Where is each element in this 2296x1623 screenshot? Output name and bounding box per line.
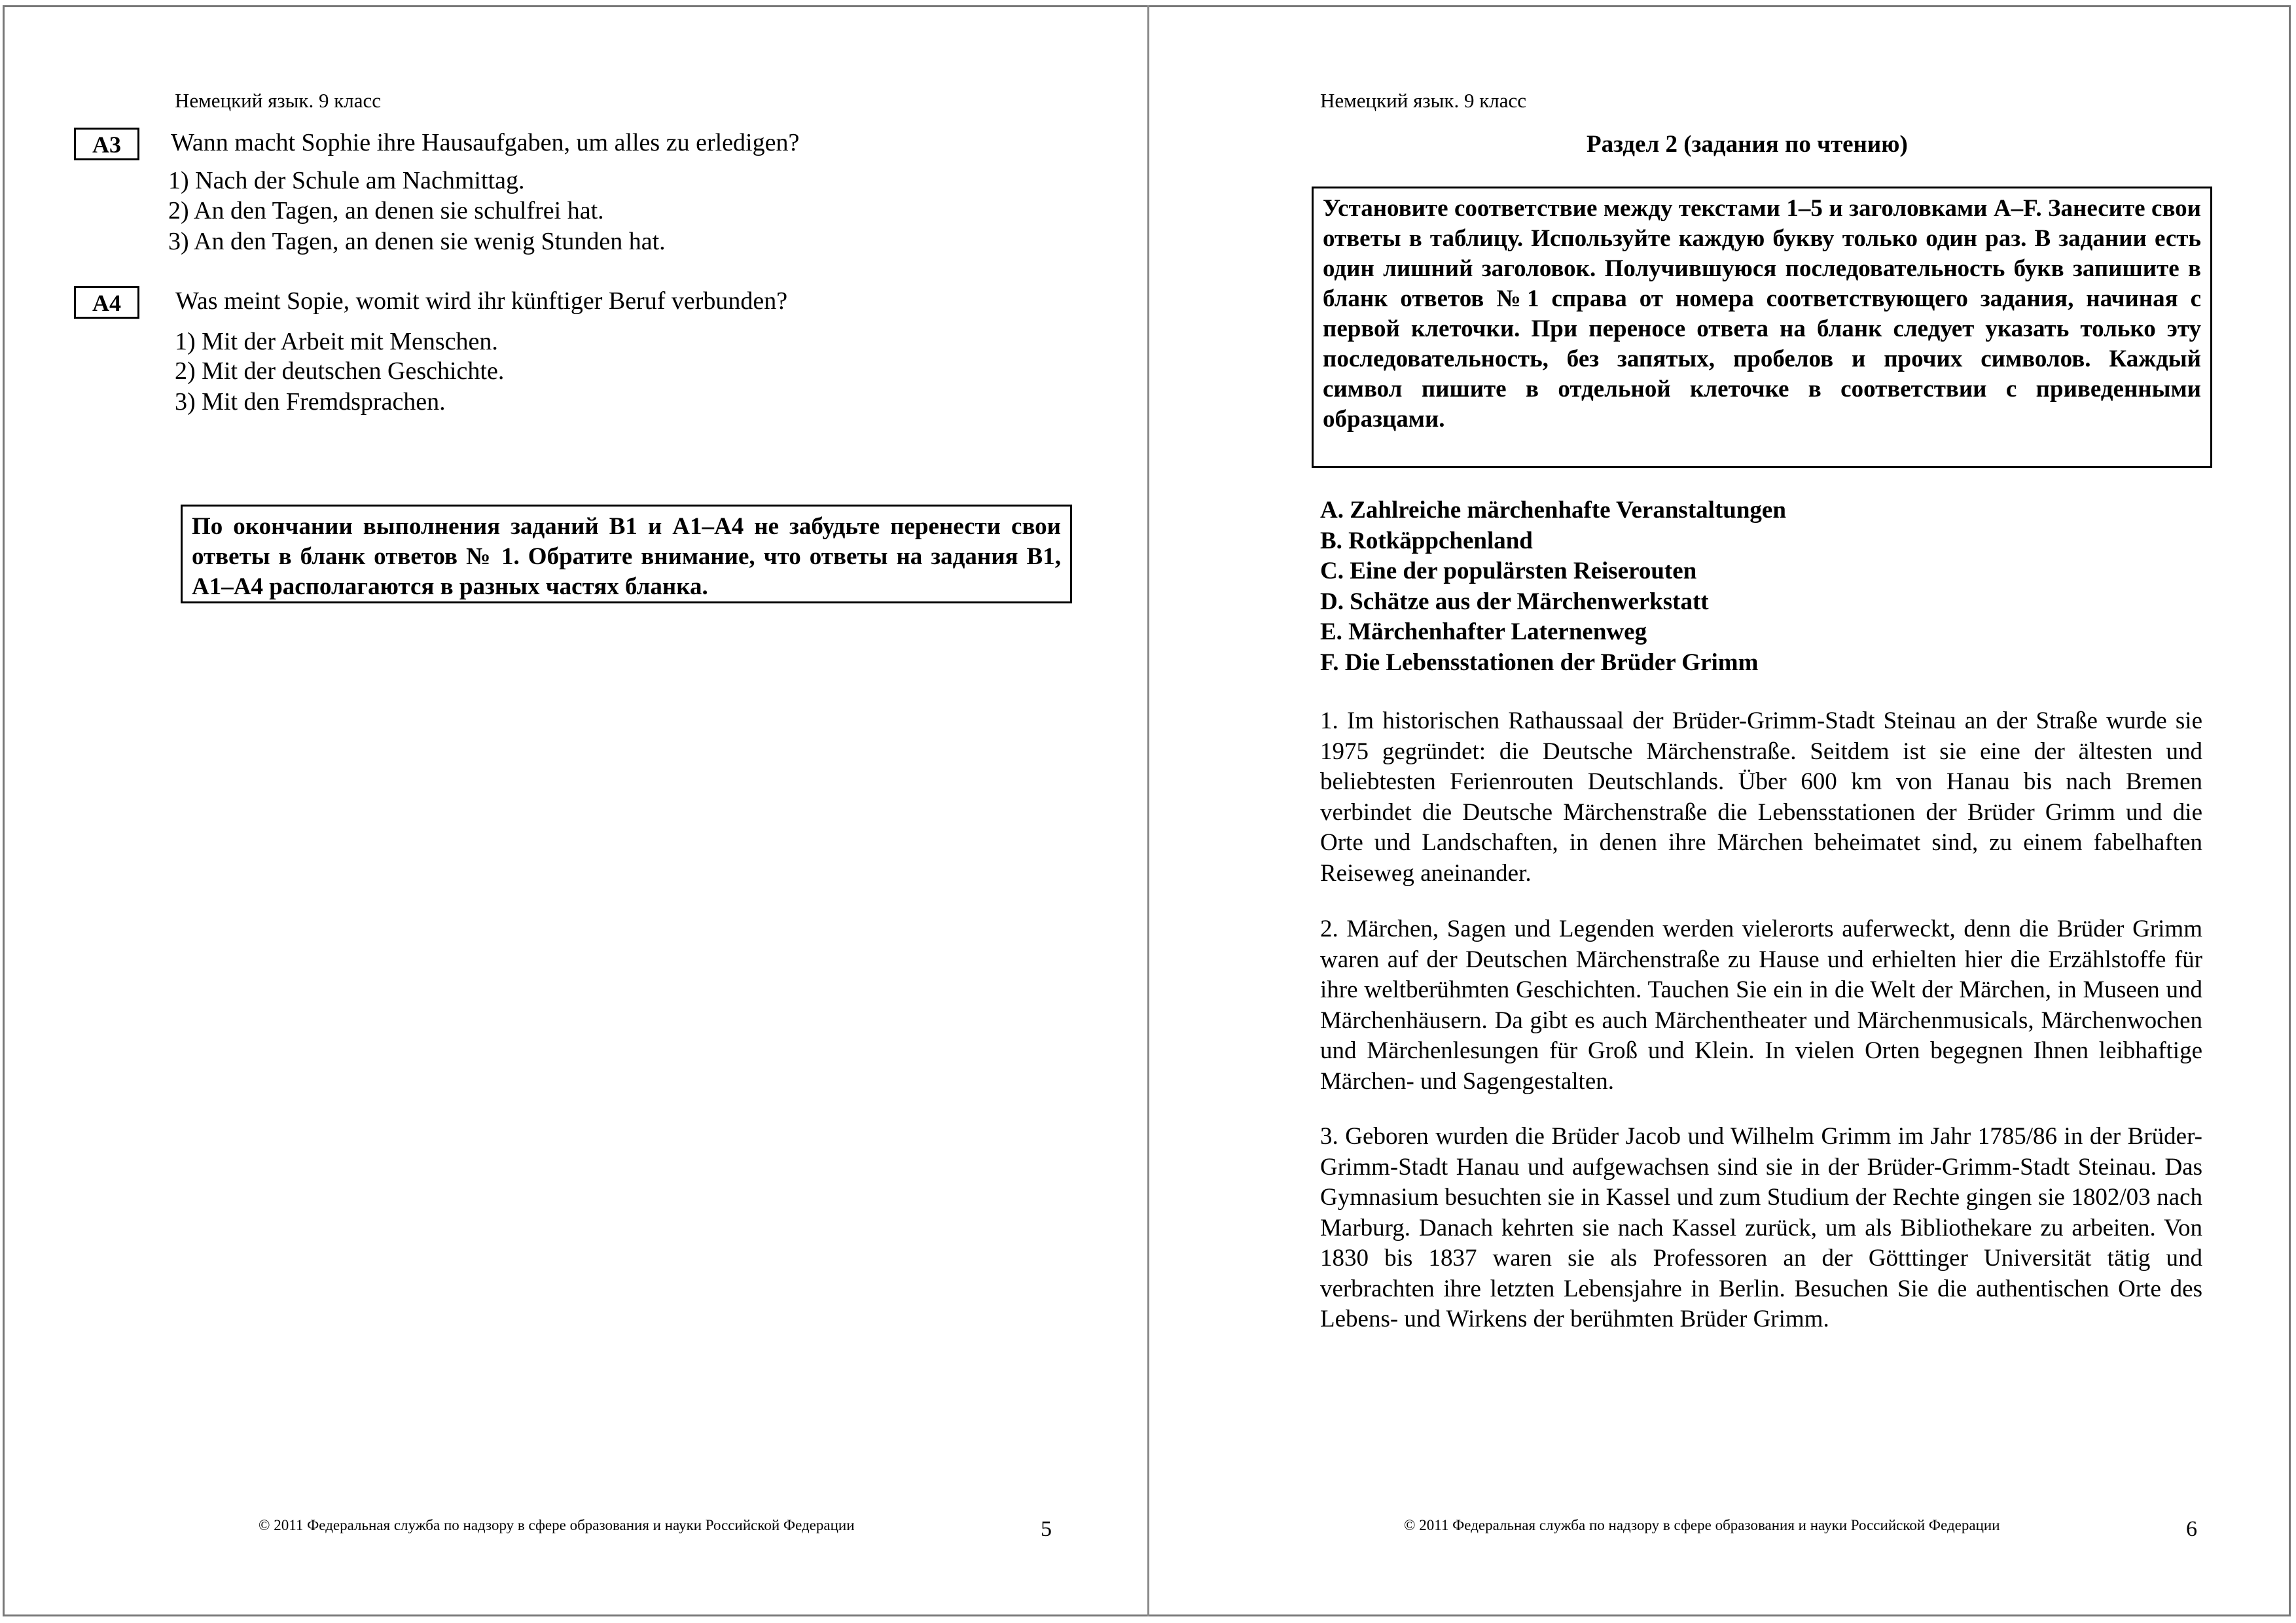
heading-f: F. Die Lebensstationen der Brüder Grimm: [1320, 649, 1759, 676]
left-page-footer: © 2011 Федеральная служба по надзору в сфере образования и науки Российской Федерации: [259, 1517, 855, 1533]
heading-d: D. Schätze aus der Märchenwerkstatt: [1320, 588, 1709, 615]
option-a4-2: 2) Mit der deutschen Geschichte.: [175, 357, 505, 385]
heading-e: E. Märchenhafter Laternenweg: [1320, 618, 1647, 645]
reading-task-instructions: Установите соответствие между текстами 1–5 и заголовками A–F. Занесите свои ответы в таблицу. Используйте каждую букву только один раз. В задании есть один лишний заголовок. Получившуюся последовательность букв запишите в бланк ответов №1 справа от номера соответствующего задания, начиная с первой клеточки. При переносе ответа на бланк следует указать только эту последовательность, без запятых, пробелов и прочих символов. Каждый символ пишите в отдельной клеточке в соответствии с приведенными образцами.: [1312, 187, 2212, 468]
left-page-header: Немецкий язык. 9 класс: [175, 89, 382, 112]
question-text-a3: Wann macht Sophie ihre Hausaufgaben, um alles zu erledigen?: [171, 129, 800, 156]
reading-text-2: 2. Märchen, Sagen und Legenden werden vielerorts auferweckt, denn die Brüder Grimm waren auf der Deutschen Märchenstraße zu Hause und erhielten hier die Erzählstoffe für ihre weltberühmten Geschichten. Tauchen Sie ein in die Welt der Märchen, in Museen und Märchenhäusern. Da gibt es auch Märchentheater und Märchenmusicals, Märchenwochen und Märchenlesungen für Groß und Klein. In vielen Orten begegnen Ihnen leibhaftige Märchen- und Sagengestalten.: [1320, 916, 2202, 1095]
right-page-footer: © 2011 Федеральная служба по надзору в сфере образования и науки Российской Федерации: [1404, 1517, 2000, 1533]
page-divider: [1147, 5, 1149, 1616]
right-page-header: Немецкий язык. 9 класс: [1320, 89, 1527, 112]
heading-b: B. Rotkäppchenland: [1320, 527, 1533, 554]
right-page-number: 6: [2186, 1517, 2197, 1541]
transfer-answers-notice: По окончании выполнения заданий В1 и А1–А4 не забудьте перенести свои ответы в бланк ответов № 1. Обратите внимание, что ответы на задания В1, А1–А4 располагаются в разных частях бланка.: [181, 505, 1072, 603]
heading-a: A. Zahlreiche märchenhafte Veranstaltungen: [1320, 497, 1786, 524]
section-title: Раздел 2 (задания по чтению): [1587, 131, 1908, 158]
option-a3-1: 1) Nach der Schule am Nachmittag.: [168, 167, 525, 194]
option-a4-3: 3) Mit den Fremdsprachen.: [175, 388, 446, 416]
question-label-a3: A3: [74, 128, 139, 160]
left-page-number: 5: [1041, 1517, 1052, 1541]
question-label-a4: A4: [74, 286, 139, 319]
option-a3-3: 3) An den Tagen, an denen sie wenig Stunden hat.: [168, 228, 666, 255]
heading-list: [1320, 495, 1786, 678]
reading-text-1: 1. Im historischen Rathaussaal der Brüder-Grimm-Stadt Steinau an der Straße wurde sie 1975 gegründet: die Deutsche Märchenstraße. Seitdem ist sie eine der ältesten und beliebtesten Ferienrouten Deutschlands. Über 600 km von Hanau bis nach Bremen verbindet die Deutsche Märchenstraße die Lebensstationen der Brüder Grimm und die Orte und Landschaften, in denen ihre Märchen beheimatet sind, zu einem fabelhaften Reiseweg aneinander.: [1320, 707, 2202, 887]
option-a3-2: 2) An den Tagen, an denen sie schulfrei hat.: [168, 197, 604, 224]
question-text-a4: Was meint Sopie, womit wird ihr künftiger Beruf verbunden?: [175, 287, 788, 315]
reading-text-3: 3. Geboren wurden die Brüder Jacob und Wilhelm Grimm im Jahr 1785/86 in der Brüder-Grimm-Stadt Hanau und aufgewachsen sind sie in der Brüder-Grimm-Stadt Steinau. Das Gymnasium besuchten sie in Kassel und zum Studium der Rechte gingen sie 1802/03 nach Marburg. Danach kehrten sie nach Kassel zurück, um als Bibliothekare zu arbeiten. Von 1830 bis 1837 waren sie als Professoren an der Götttinger Universität tätig und verbrachten ihre letzten Lebensjahre in Berlin. Besuchen Sie die authentischen Orte des Lebens- und Wirkens der berühmten Brüder Grimm.: [1320, 1123, 2202, 1332]
option-a4-1: 1) Mit der Arbeit mit Menschen.: [175, 328, 498, 355]
heading-c: C. Eine der populärsten Reiserouten: [1320, 558, 1697, 584]
